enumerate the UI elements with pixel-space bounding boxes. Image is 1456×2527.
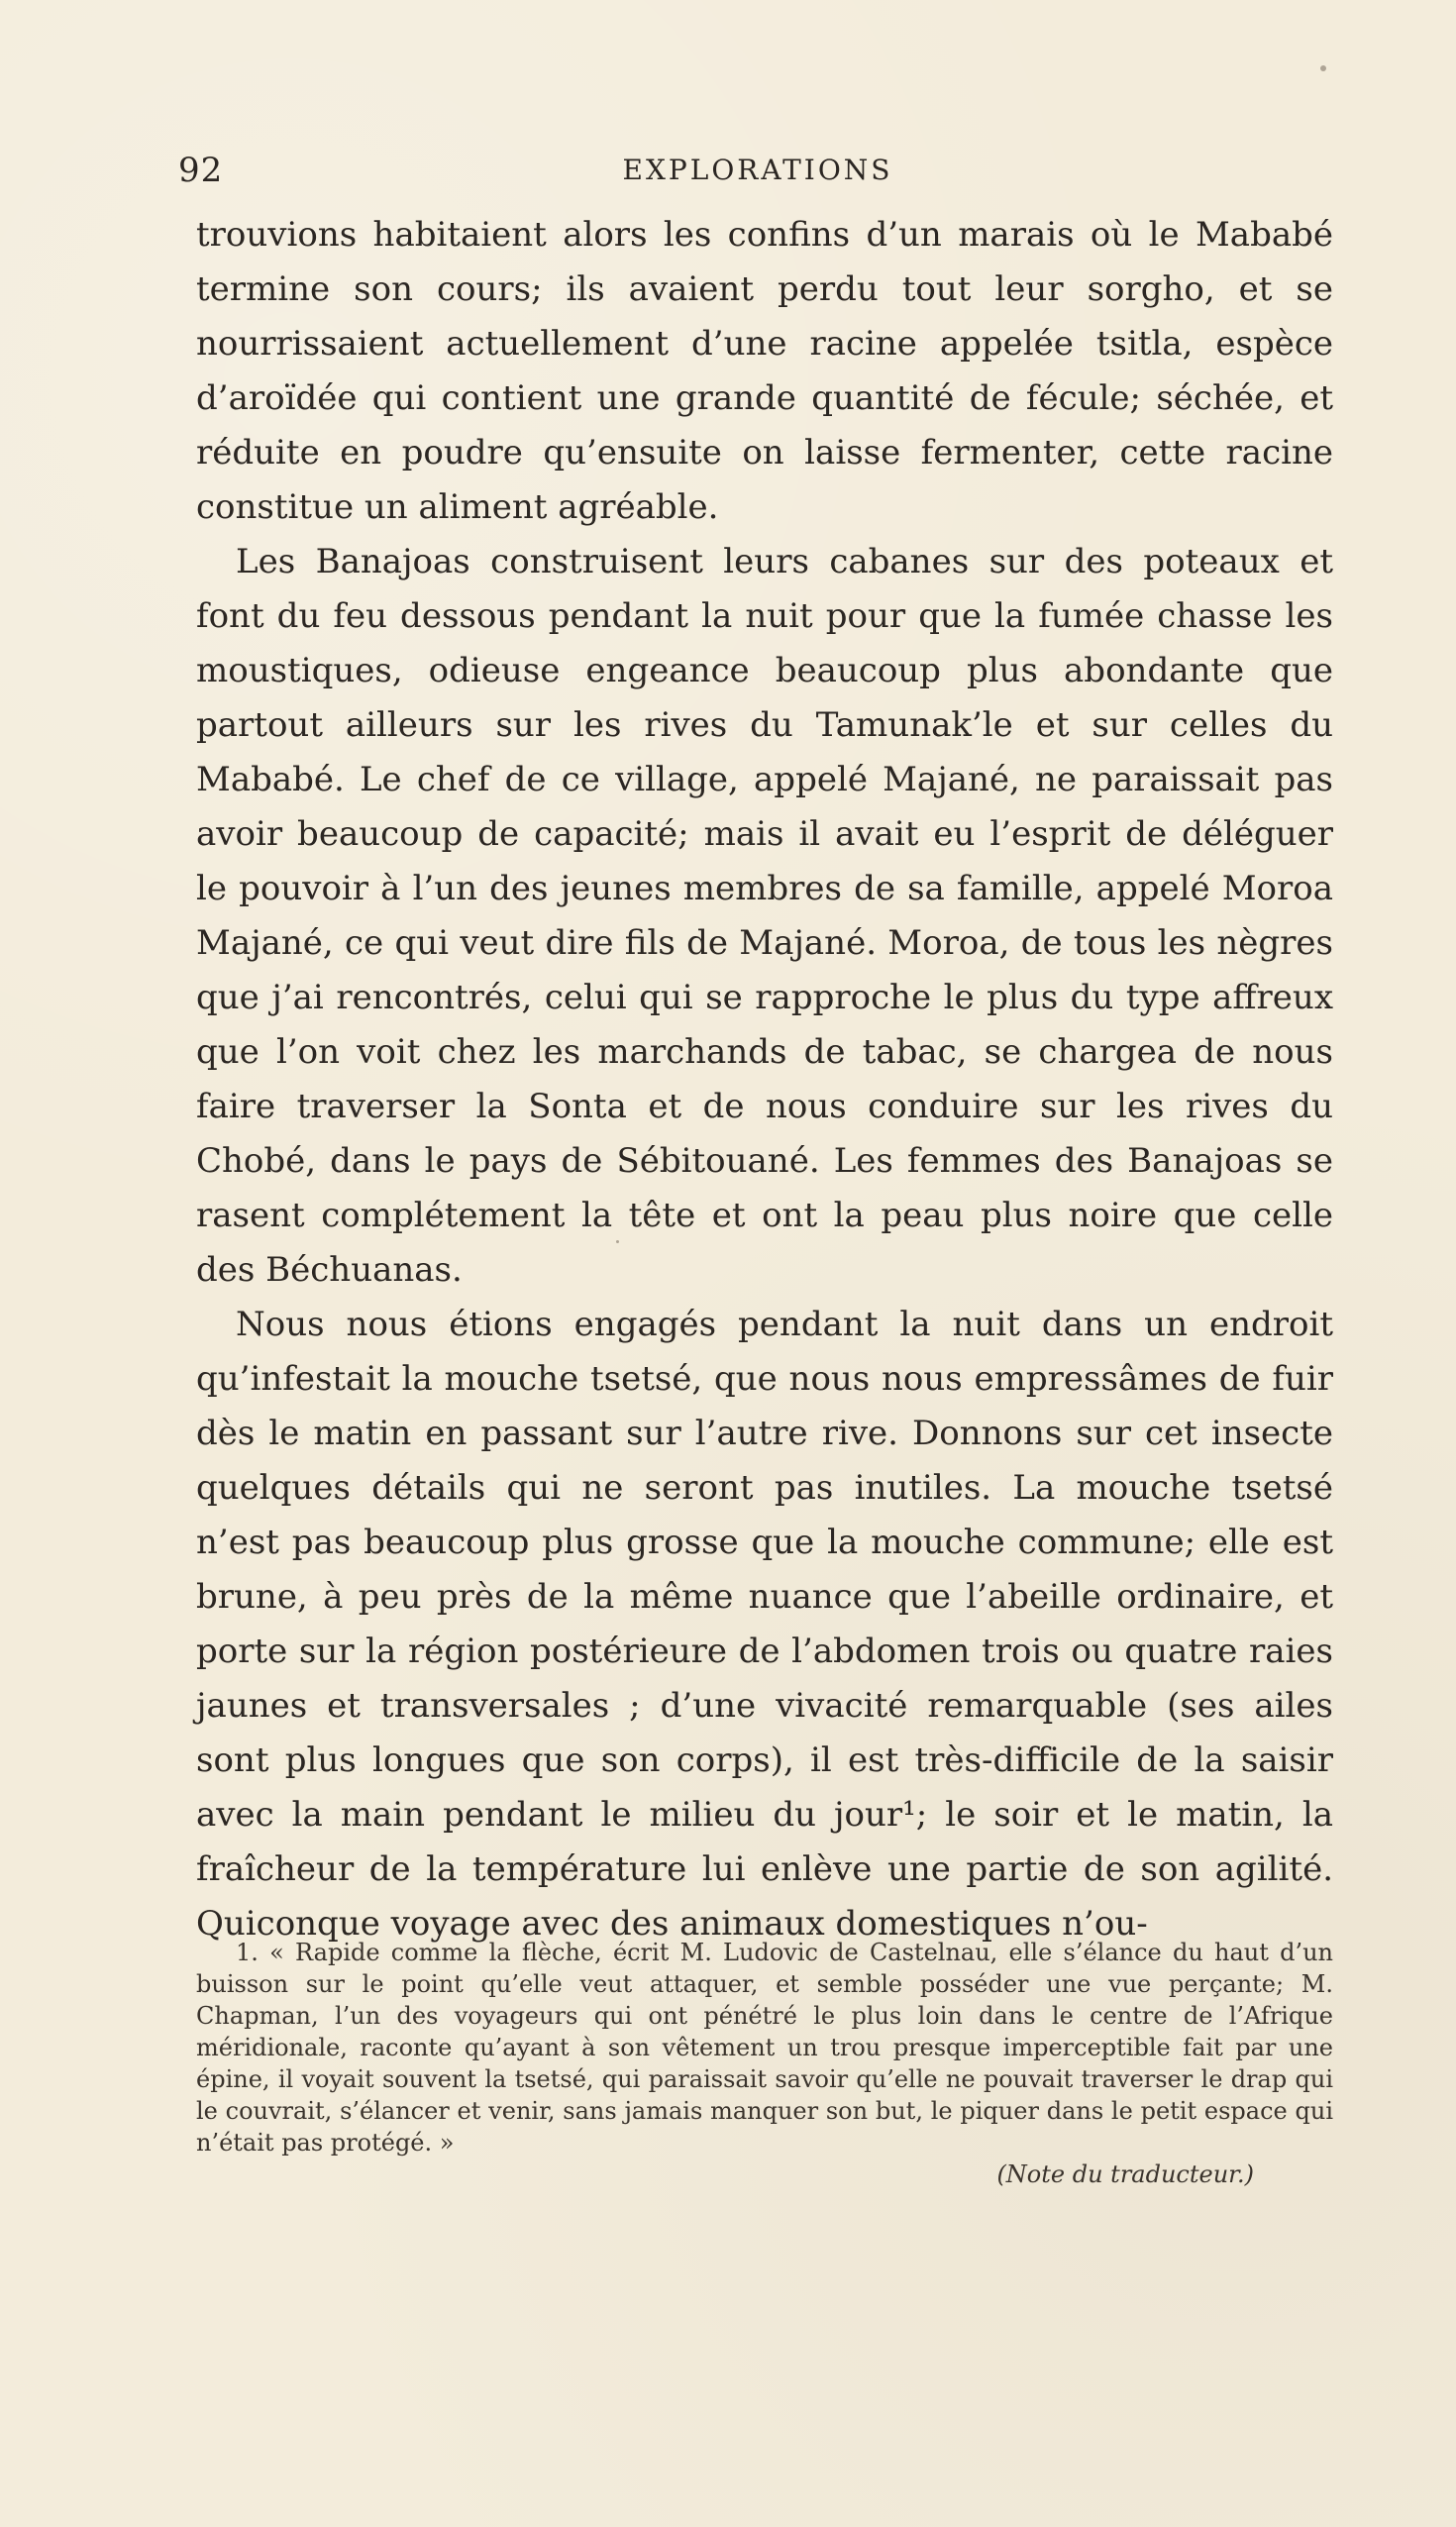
main-text — [196, 208, 1333, 1951]
page-speck — [1320, 65, 1326, 71]
running-title: EXPLORATIONS — [622, 154, 893, 186]
footnote-text: 1. « Rapide comme la flèche, écrit M. Ludovic de Castelnau, elle s’élance du haut d’un buisson sur le point qu’elle veut attaquer, et semble posséder une vue perçante; M. Chapman, l’un des voyageurs qui ont pénétré le plus loin dans le centre de l’Afrique méridionale, raconte qu’ayant à son vêtement un trou presque imperceptible fait par une épine, il voyait souvent la tsetsé, qui paraissait savoir qu’elle ne pouvait traverser le drap qui le couvrait, s’élancer et venir, sans jamais manquer son but, le piquer dans le petit espace qui n’était pas protégé. » — [196, 1939, 1333, 2157]
paragraph-banajoas: Les Banajoas construisent leurs cabanes sur des poteaux et font du feu dessous pendant la nuit pour que la fumée chasse les moustiques, odieuse engeance beaucoup plus abondante que partout ailleurs sur les rives du Tamunak’le et sur celles du Mababé. Le chef de ce village, appelé Majané, ne paraissait pas avoir beaucoup de capacité; mais il avait eu l’esprit de déléguer le pouvoir à l’un des jeunes membres de sa famille, appelé Moroa Majané, ce qui veut dire fils de Majané. Moroa, de tous les nègres que j’ai rencontrés, celui qui se rapproche le plus du type affreux que l’on voit chez les marchands de tabac, se chargea de nous faire traverser la Sonta et de nous conduire sur les rives du Chobé, dans le pays de Sébitouané. Les femmes des Banajoas se rasent complétement la tête et ont la peau plus noire que celle des Béchuanas. — [196, 542, 1333, 1290]
page-header — [178, 151, 1337, 200]
paragraph-continued: trouvions habitaient alors les confins d’un marais où le Mababé termine son cours; ils avaient perdu tout leur sorgho, et se nourrissaient actuellement d’une racine appelée tsitla, espèce d’aroïdée qui contient une grande quantité de fécule; séchée, et réduite en poudre qu’ensuite on laisse fermenter, cette racine constitue un aliment agréable. — [196, 215, 1333, 527]
footnote — [196, 1937, 1333, 2190]
footnote-credit: (Note du traducteur.) — [996, 2160, 1254, 2188]
page-number: 92 — [178, 151, 224, 190]
paragraph-tsetse: Nous nous étions engagés pendant la nuit dans un endroit qu’infestait la mouche tsetsé, que nous nous empressâmes de fuir dès le matin en passant sur l’autre rive. Donnons sur cet insecte quelques détails qui ne seront pas inutiles. La mouche tsetsé n’est pas beaucoup plus grosse que la mouche commune; elle est brune, à peu près de la même nuance que l’abeille ordinaire, et porte sur la région postérieure de l’abdomen trois ou quatre raies jaunes et transversales ; d’une vivacité remarquable (ses ailes sont plus longues que son corps), il est très-difficile de la saisir avec la main pendant le milieu du jour¹; le soir et le matin, la fraîcheur de la température lui enlève une partie de son agilité. Quiconque voyage avec des animaux domestiques n’ou- — [196, 1305, 1333, 1944]
